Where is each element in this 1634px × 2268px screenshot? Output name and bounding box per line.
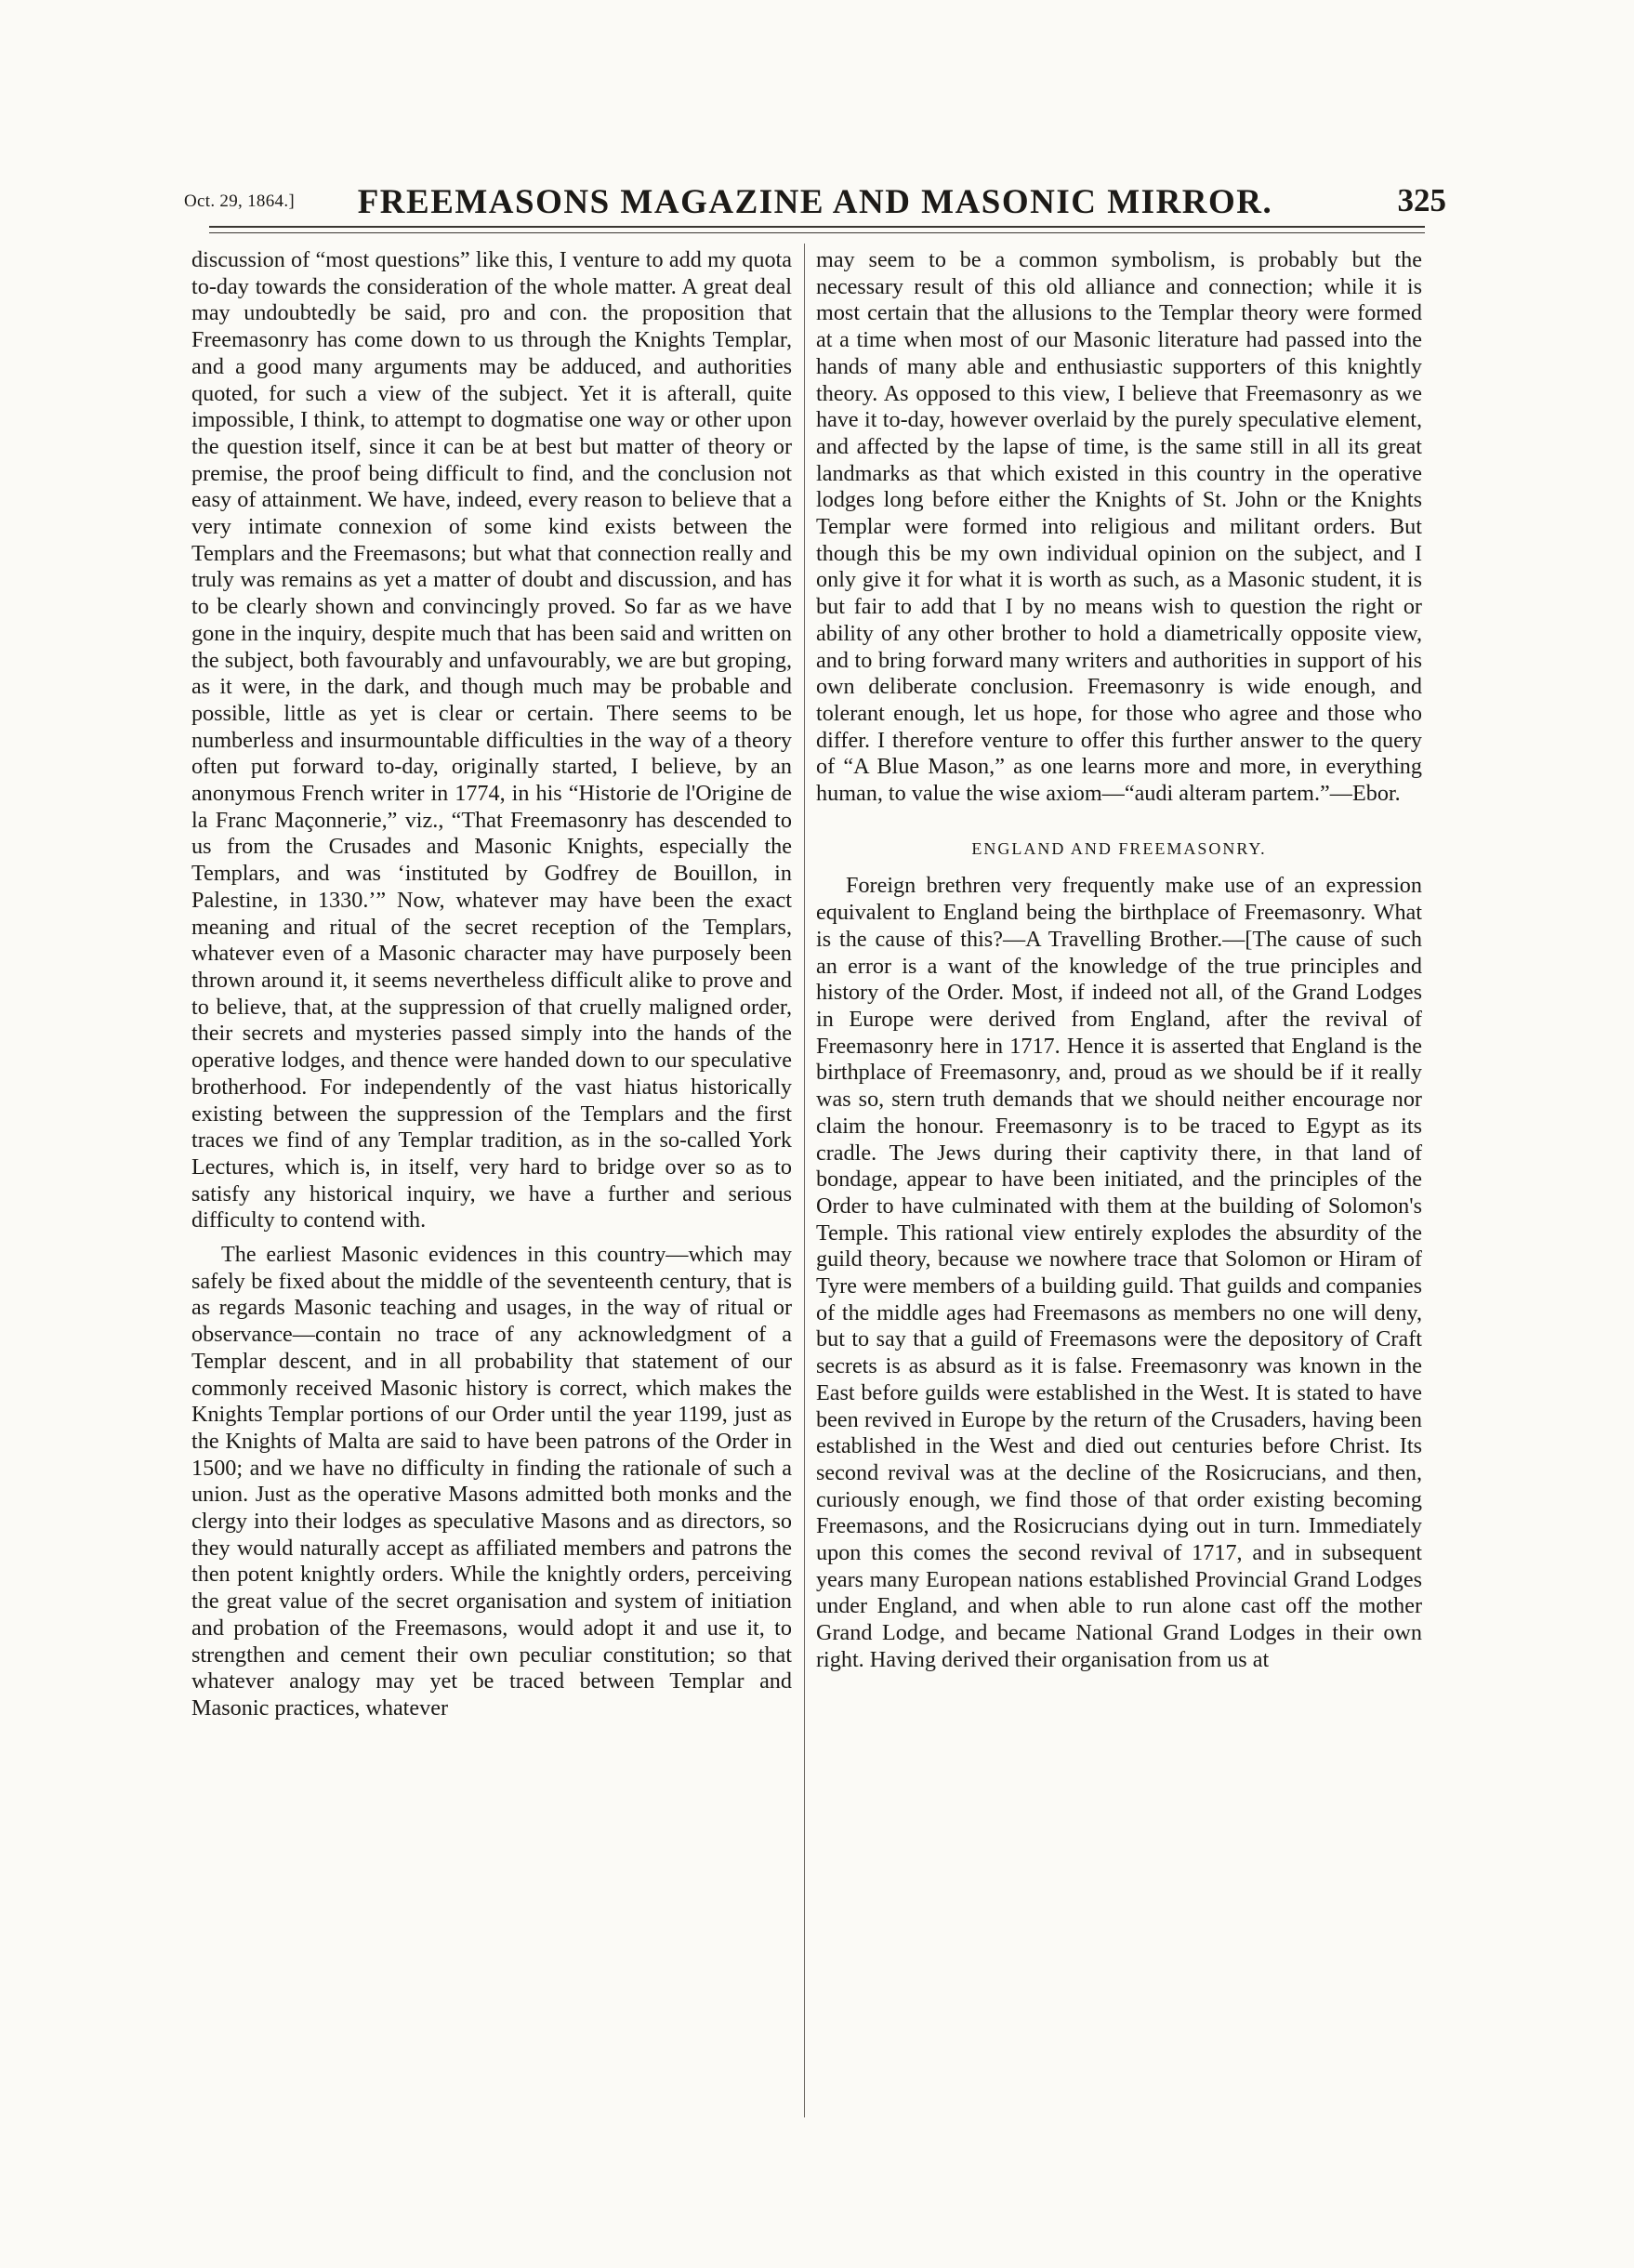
paragraph: The earliest Masonic evidences in this country—which may safely be fixed about the middle of the seventeenth century, that is as regards Masonic teaching and usages, in the way of ritual or observance—contain no trace of any acknowledgment of a Templar descent, and in all probability that statement of our commonly received Masonic history is correct, which makes the Knights Templar portions of our Order until the year 1199, just as the Knights of Malta are said to have been patrons of the Order in 1500; and we have no difficulty in finding the rationale of such a union. Just as the operative Masons admitted both monks and the clergy into their lodges as speculative Masons and as directors, so they would naturally accept as affiliated members and patrons the then potent knightly orders. While the knightly orders, perceiving the great value of the secret organisation and system of initiation and probation of the Freemasons, would adopt it and use it, to strengthen and cement their own peculiar constitution; so that whatever analogy may yet be traced between Templar and Masonic practices, whatever	[191, 1242, 792, 1721]
header-rule-top	[209, 226, 1425, 228]
page-header	[184, 182, 1446, 221]
header-rule-bottom	[209, 232, 1425, 233]
left-column	[191, 247, 792, 1722]
publication-title: FREEMASONS MAGAZINE AND MASONIC MIRROR.	[357, 183, 1273, 221]
paragraph: Foreign brethren very frequently make use of an expression equivalent to England being the birthplace of Freemasonry. What is the cause of this?—A Travelling Brother.—[The cause of such an error is a want of the knowledge of the true principles and history of the Order. Most, if indeed not all, of the Grand Lodges in Europe were derived from England, after the revival of Freemasonry here in 1717. Hence it is asserted that England is the birthplace of Freemasonry, and, proud as we should be if it really was so, stern truth demands that we should neither encourage nor claim the honour. Freemasonry is to be traced to Egypt as its cradle. The Jews during their captivity there, in that land of bondage, appear to have been initiated, and the principles of the Order to have culminated with them at the building of Solomon's Temple. This rational view entirely explodes the absurdity of the guild theory, because we nowhere trace that Solomon or Hiram of Tyre were members of a building guild. That guilds and companies of the middle ages had Freemasons as members no one will deny, but to say that a guild of Freemasons were the depository of Craft secrets is as absurd as it is false. Freemasonry was known in the East before guilds were established in the West. It is stated to have been revived in Europe by the return of the Crusaders, having been established in the West and died out centuries before Christ. Its second revival was at the decline of the Rosicrucians, and then, curiously enough, we find those of that order existing becoming Freemasons, and the Rosicrucians dying out in turn. Immediately upon this comes the second revival of 1717, and in subsequent years many European nations established Provincial Grand Lodges under England, and when able to run alone cast off the mother Grand Lodge, and became National Grand Lodges in their own right. Having derived their organisation from us at	[816, 873, 1422, 1672]
paragraph: discussion of “most questions” like this, I venture to add my quota to-day towards the consideration of the whole matter. A great deal may undoubtedly be said, pro and con. the proposition that Freemasonry has come down to us through the Knights Templar, and a good many arguments may be adduced, and authorities quoted, for such a view of the subject. Yet it is afterall, quite impossible, I think, to attempt to dogmatise one way or other upon the question itself, since it can be at best but matter of theory or premise, the proof being difficult to find, and the conclusion not easy of attainment. We have, indeed, every reason to believe that a very intimate connexion of some kind exists between the Templars and the Freemasons; but what that connection really and truly was remains as yet a matter of doubt and discussion, and has to be clearly shown and convincingly proved. So far as we have gone in the inquiry, despite much that has been said and written on the subject, both favourably and unfavourably, we are but groping, as it were, in the dark, and though much may be probable and possible, little as yet is clear or certain. There seems to be numberless and insurmountable difficulties in the way of a theory often put forward to-day, originally started, I believe, by an anonymous French writer in 1774, in his “Historie de l'Origine de la Franc Maçonnerie,” viz., “That Freemasonry has descended to us from the Crusades and Masonic Knights, especially the Templars, and was ‘instituted by Godfrey de Bouillon, in Palestine, in 1330.’” Now, whatever may have been the exact meaning and ritual of the secret reception of the Templars, whatever even of a Masonic character may have purposely been thrown around it, it seems nevertheless difficult alike to prove and to believe, that, at the suppression of that cruelly maligned order, their secrets and mysteries passed simply into the hands of the operative lodges, and thence were handed down to our speculative brotherhood. For independently of the vast hiatus historically existing between the suppression of the Templars and the first traces we find of any Templar tradition, as in the so-called York Lectures, which is, in itself, very hard to bridge over so as to satisfy any historical inquiry, we have a further and serious difficulty to contend with.	[191, 247, 792, 1233]
right-column	[816, 247, 1422, 1674]
section-heading: ENGLAND AND FREEMASONRY.	[971, 838, 1267, 858]
page-number: 325	[1397, 182, 1446, 218]
issue-date: Oct. 29, 1864.]	[184, 191, 296, 211]
paragraph: may seem to be a common symbolism, is probably but the necessary result of this old alliance and connection; while it is most certain that the allusions to the Templar theory were formed at a time when most of our Masonic literature had passed into the hands of many able and enthusiastic supporters of this knightly theory. As opposed to this view, I believe that Freemasonry as we have it to-day, however overlaid by the purely speculative element, and affected by the lapse of time, is the same still in all its great landmarks as that which existed in this country in the operative lodges long before either the Knights of St. John or the Knights Templar were formed into religious and militant orders. But though this be my own individual opinion on the subject, and I only give it for what it is worth as such, as a Masonic student, it is but fair to add that I by no means wish to question the right or ability of any other brother to hold a diametrically opposite view, and to bring forward many writers and authorities in support of his own deliberate conclusion. Freemasonry is wide enough, and tolerant enough, let us hope, for those who agree and those who differ. I therefore venture to offer this further answer to the query of “A Blue Mason,” as one learns more and more, in everything human, to value the wise axiom—“audi alteram partem.”—Ebor.	[816, 247, 1422, 807]
column-divider	[804, 244, 805, 2117]
